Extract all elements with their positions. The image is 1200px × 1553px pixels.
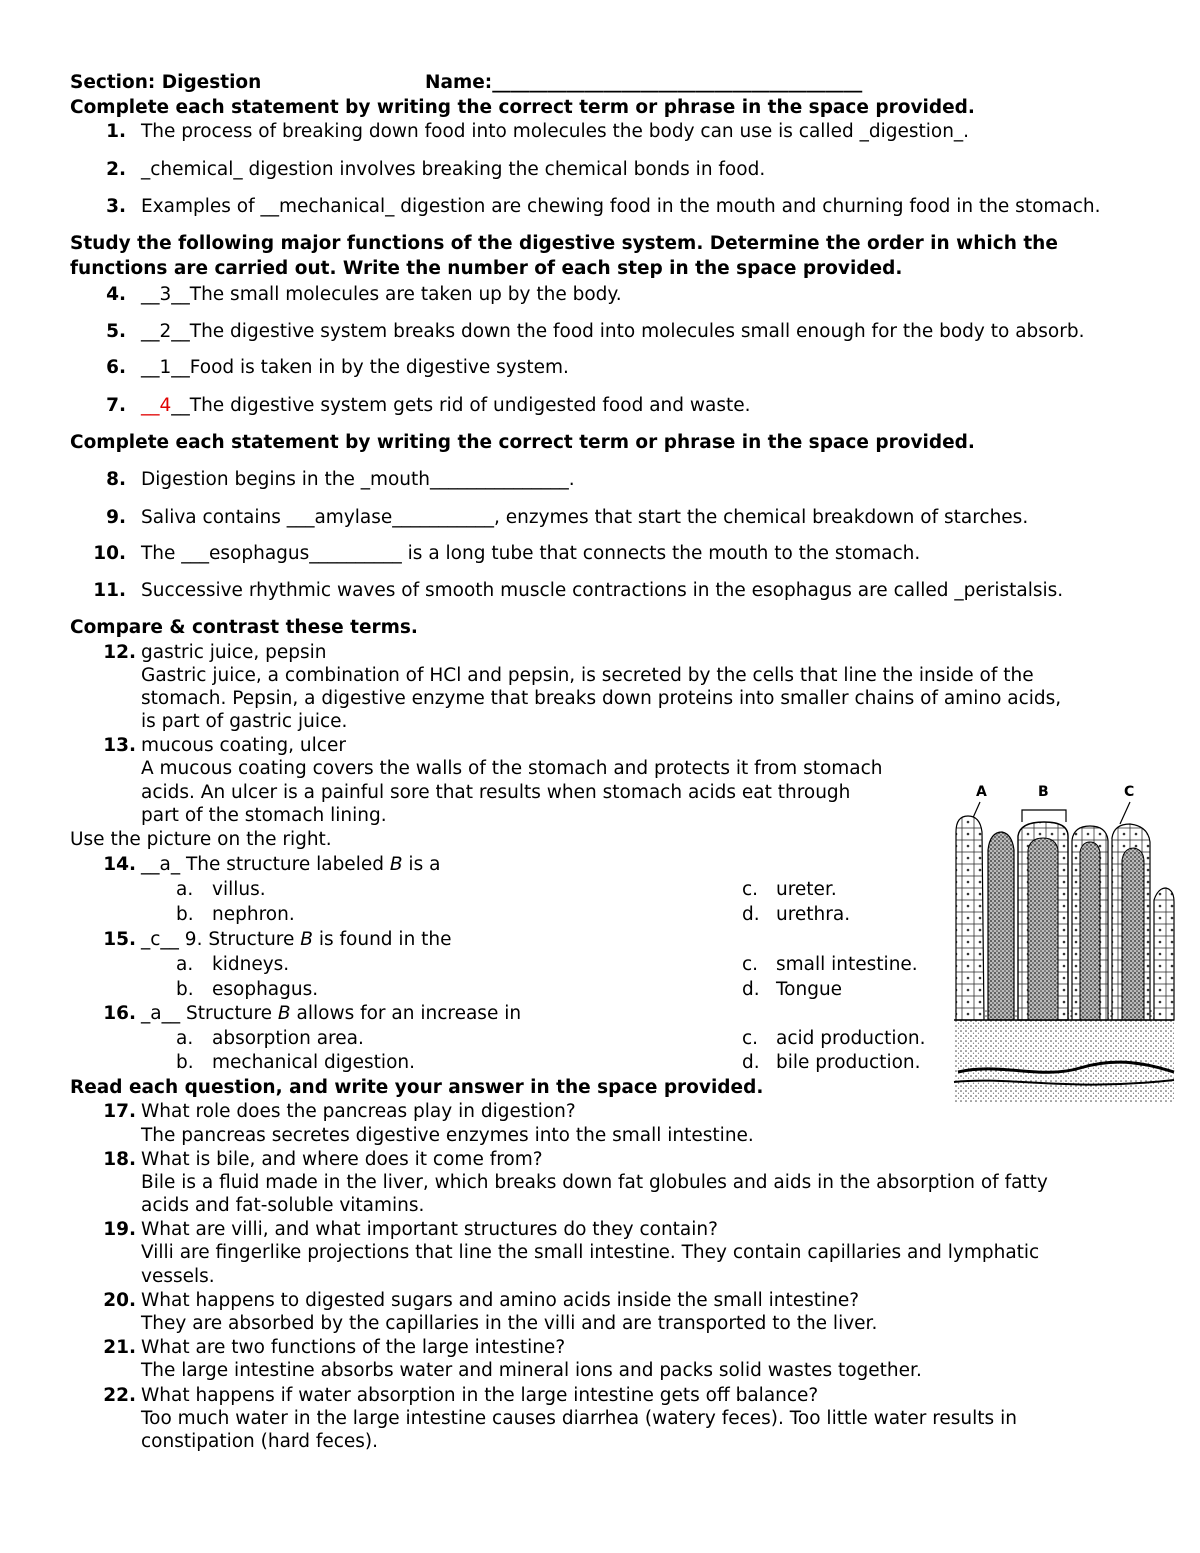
question-number: 19.	[103, 1219, 136, 1240]
answer-line: Gastric juice, a combination of HCl and pepsin, is secreted by the cells that line the inside of the	[141, 665, 1034, 686]
question-number: 3.	[106, 196, 126, 217]
answer-line: The large intestine absorbs water and mineral ions and packs solid wastes together.	[141, 1360, 922, 1381]
answer-line: vessels.	[141, 1266, 215, 1287]
figure-label-b: B	[1038, 784, 1049, 800]
option-letter: b.	[176, 979, 194, 1000]
answer-line: acids. An ulcer is a painful sore that results when stomach acids eat through	[141, 782, 851, 803]
figure-label-c: C	[1124, 784, 1135, 800]
answer-line: They are absorbed by the capillaries in the villi and are transported to the liver.	[141, 1313, 878, 1334]
question-number: 15.	[103, 929, 136, 950]
instruction-2-line-2: functions are carried out. Write the number of each step in the space provided.	[70, 258, 903, 279]
stem-end: is a	[402, 854, 441, 875]
option-letter: c.	[742, 879, 759, 900]
answer-line: constipation (hard feces).	[141, 1431, 379, 1452]
answer-line: The pancreas secretes digestive enzymes into the small intestine.	[141, 1125, 754, 1146]
question-text: __1__Food is taken in by the digestive system.	[141, 357, 569, 378]
bracket-b	[1022, 810, 1066, 822]
figure-label-a: A	[976, 784, 987, 800]
stem-italic: B	[389, 854, 403, 875]
question-text: The ___esophagus__________ is a long tube that connects the mouth to the stomach.	[141, 543, 921, 564]
question-number: 4.	[106, 284, 126, 305]
question-text: Saliva contains ___amylase___________, enzymes that start the chemical breakdown of starches.	[141, 507, 1029, 528]
option-letter: b.	[176, 1052, 194, 1073]
option-letter: c.	[742, 954, 759, 975]
option-text: Tongue	[776, 979, 843, 1000]
question-text: __3__The small molecules are taken up by the body.	[141, 284, 622, 305]
question-number: 5.	[106, 321, 126, 342]
submucosa	[954, 1010, 1174, 1102]
answer-line: A mucous coating covers the walls of the stomach and protects it from stomach	[141, 758, 883, 779]
option-letter: d.	[742, 1052, 760, 1073]
question-number: 14.	[103, 854, 136, 875]
question-text	[141, 929, 452, 950]
question-text: What are villi, and what important structures do they contain?	[141, 1219, 718, 1240]
option-text: urethra.	[776, 904, 851, 925]
answer-blank: __	[141, 395, 160, 416]
answer-line: Villi are fingerlike projections that line the small intestine. They contain capillaries and lymphatic	[141, 1242, 1040, 1263]
stem-start: __a_ The structure labeled	[141, 854, 390, 875]
question-text: What role does the pancreas play in digestion?	[141, 1101, 576, 1122]
section-title: Section: Digestion	[70, 72, 262, 93]
instruction-5: Use the picture on the right.	[70, 829, 332, 850]
question-number: 2.	[106, 159, 126, 180]
instruction-6: Read each question, and write your answer in the space provided.	[70, 1077, 764, 1098]
villus-1	[956, 816, 984, 1020]
question-number: 11.	[93, 580, 126, 601]
question-text: What happens if water absorption in the large intestine gets off balance?	[141, 1385, 819, 1406]
option-text: esophagus.	[212, 979, 319, 1000]
option-text: bile production.	[776, 1052, 921, 1073]
instruction-3: Complete each statement by writing the correct term or phrase in the space provided.	[70, 432, 975, 453]
question-number: 17.	[103, 1101, 136, 1122]
instruction-4: Compare & contrast these terms.	[70, 617, 418, 638]
question-text: gastric juice, pepsin	[141, 642, 327, 663]
instruction-1: Complete each statement by writing the correct term or phrase in the space provided.	[70, 97, 975, 118]
answer-line: part of the stomach lining.	[141, 805, 387, 826]
question-number: 7.	[106, 395, 126, 416]
pointer-c	[1120, 802, 1130, 824]
question-text: What is bile, and where does it come from?	[141, 1149, 543, 1170]
option-text: mechanical digestion.	[212, 1052, 415, 1073]
answer-line: is part of gastric juice.	[141, 711, 348, 732]
question-text: _chemical_ digestion involves breaking the chemical bonds in food.	[141, 159, 766, 180]
question-text: mucous coating, ulcer	[141, 735, 346, 756]
question-number: 22.	[103, 1385, 136, 1406]
name-field-label: Name:________________________________________	[425, 72, 863, 93]
option-text: nephron.	[212, 904, 295, 925]
question-number: 21.	[103, 1337, 136, 1358]
stem-italic: B	[277, 1003, 291, 1024]
question-number: 1.	[106, 121, 126, 142]
option-text: ureter.	[776, 879, 837, 900]
option-letter: b.	[176, 904, 194, 925]
question-number: 9.	[106, 507, 126, 528]
villi-illustration	[950, 780, 1176, 1102]
question-text: The process of breaking down food into molecules the body can use is called _digestion_.	[141, 121, 970, 142]
question-number: 8.	[106, 469, 126, 490]
question-text: Successive rhythmic waves of smooth muscle contractions in the esophagus are called _peristalsis.	[141, 580, 1064, 601]
stem-italic: B	[300, 929, 313, 950]
option-letter: d.	[742, 904, 760, 925]
answer-line: stomach. Pepsin, a digestive enzyme that breaks down proteins into smaller chains of amino acids,	[141, 688, 1062, 709]
question-number: 6.	[106, 357, 126, 378]
question-text	[141, 854, 440, 875]
option-text: absorption area.	[212, 1028, 364, 1049]
option-text: small intestine.	[776, 954, 918, 975]
question-text: __2__The digestive system breaks down the food into molecules small enough for the body to absorb.	[141, 321, 1085, 342]
question-number: 18.	[103, 1149, 136, 1170]
question-text	[141, 395, 751, 416]
answer-line: Bile is a fluid made in the liver, which breaks down fat globules and aids in the absorption of fatty	[141, 1172, 1048, 1193]
option-letter: a.	[176, 879, 194, 900]
option-letter: d.	[742, 979, 760, 1000]
question-text: Examples of __mechanical_ digestion are chewing food in the mouth and churning food in the stomach.	[141, 196, 1101, 217]
question-number: 20.	[103, 1290, 136, 1311]
question-rest: __The digestive system gets rid of undigested food and waste.	[171, 395, 751, 416]
answer-line: acids and fat-soluble vitamins.	[141, 1195, 425, 1216]
villus-2	[988, 832, 1014, 1020]
question-text: Digestion begins in the _mouth_______________.	[141, 469, 575, 490]
villus-4-core	[1080, 842, 1100, 1020]
answer-line: Too much water in the large intestine causes diarrhea (watery feces). Too little water results in	[141, 1408, 1017, 1429]
answer-red: 4	[159, 395, 172, 416]
villus-6	[1154, 888, 1174, 1020]
question-number: 12.	[103, 642, 136, 663]
stem-start: _c__ 9. Structure	[141, 929, 301, 950]
option-letter: a.	[176, 1028, 194, 1049]
stem-end: allows for an increase in	[290, 1003, 522, 1024]
stem-start: _a__ Structure	[141, 1003, 278, 1024]
question-number: 13.	[103, 735, 136, 756]
villus-3-core	[1028, 838, 1058, 1020]
option-letter: c.	[742, 1028, 759, 1049]
option-text: acid production.	[776, 1028, 926, 1049]
option-text: villus.	[212, 879, 266, 900]
question-text	[141, 1003, 521, 1024]
villus-5-core	[1122, 848, 1144, 1020]
stem-end: is found in the	[312, 929, 452, 950]
option-letter: a.	[176, 954, 194, 975]
question-text: What happens to digested sugars and amino acids inside the small intestine?	[141, 1290, 860, 1311]
question-number: 16.	[103, 1003, 136, 1024]
instruction-2-line-1: Study the following major functions of the digestive system. Determine the order in which the	[70, 233, 1058, 254]
option-text: kidneys.	[212, 954, 290, 975]
question-text: What are two functions of the large intestine?	[141, 1337, 566, 1358]
question-number: 10.	[93, 543, 126, 564]
